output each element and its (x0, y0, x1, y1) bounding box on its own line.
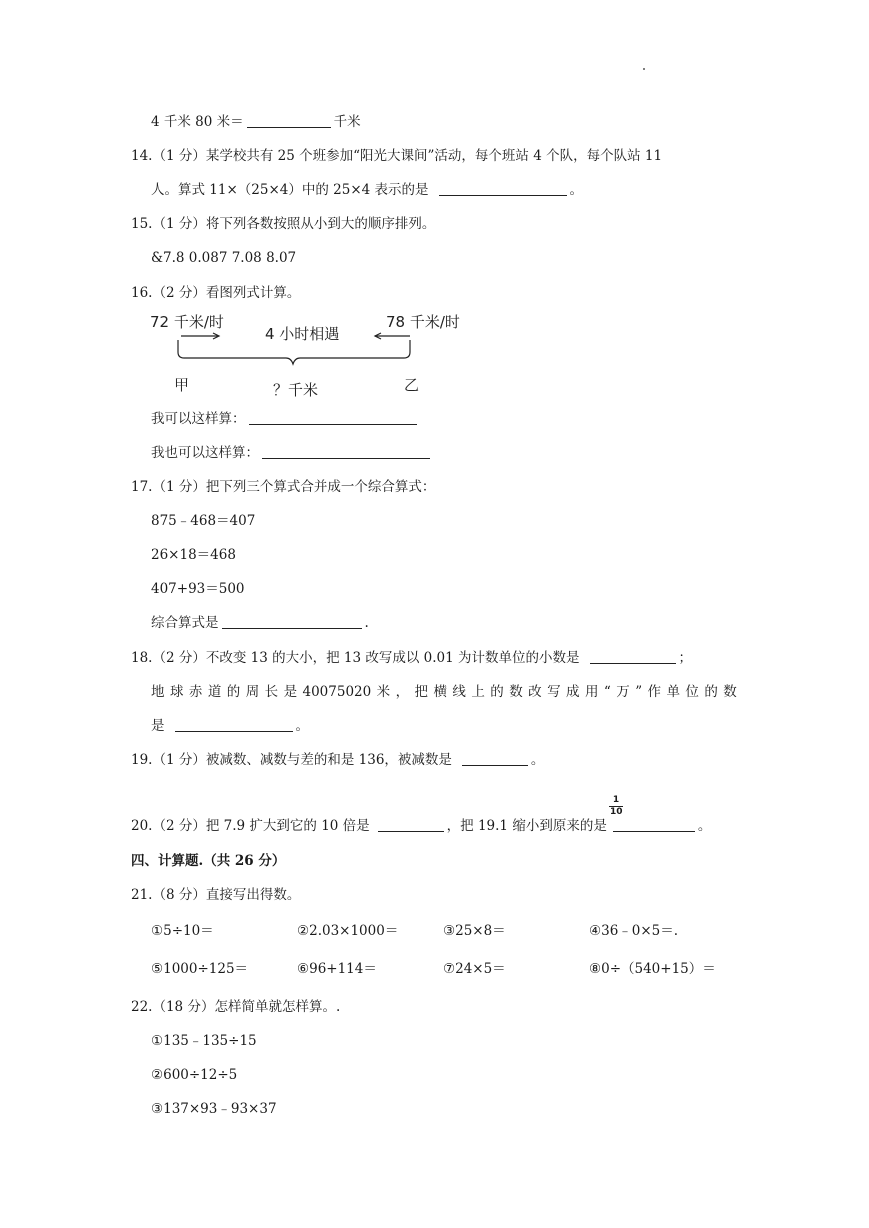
brace-arrows-graphic (170, 328, 420, 370)
q20-text-part3: 是 (593, 818, 607, 834)
q20-text-part2: ，把 19.1 缩小到原来的 (446, 818, 594, 834)
q21-item-7: ⑦24×5＝ (443, 961, 506, 977)
q21-item-1: ①5÷10＝ (151, 923, 214, 939)
q18-line2-char: 成 (566, 684, 580, 700)
q18-line2-char: 万 (616, 684, 630, 700)
q19-end: 。 (530, 752, 545, 768)
q15-numbers: &7.8 0.087 7.08 8.07 (151, 250, 297, 266)
q18-answer2-blank[interactable] (175, 717, 293, 732)
q16-ans2-line (151, 444, 433, 462)
q16-line1: 16.（2 分）看图列式计算。 (131, 285, 301, 301)
q18-line2-char: 位 (685, 684, 699, 700)
left-place-label: 甲 (174, 376, 190, 394)
q18-line2-char: 的 (226, 684, 241, 700)
fraction-numerator: 1 (612, 795, 620, 805)
q21-item-3: ③25×8＝ (443, 923, 506, 939)
q18-line2-char: 球 (169, 684, 184, 700)
q14-text: 人。算式 11×（25×4）中的 25×4 表示的是 (151, 182, 429, 198)
q22-item-1: ①135﹣135÷15 (151, 1033, 257, 1049)
q21-item-8: ⑧0÷（540+15）＝ (589, 961, 716, 977)
q17-ans-label: 综合算式是 (151, 615, 219, 631)
q18-line2-char: 改 (528, 684, 542, 700)
q18-line2-char: 长 (264, 684, 279, 700)
q14-answer-blank[interactable] (439, 181, 567, 196)
header-dot (643, 68, 645, 70)
meet-label: 4 小时相遇 (265, 325, 340, 343)
q18-line2-char: 地 (151, 684, 165, 700)
q20-answer1-blank[interactable] (378, 817, 444, 832)
q18-line2-char: 数 (723, 684, 737, 700)
q16-ans2-label: 我也可以这样算： (151, 445, 259, 461)
q15-line1: 15.（1 分）将下列各数按照从小到大的顺序排列。 (131, 216, 436, 232)
q17-eq2: 26×18＝468 (151, 547, 236, 563)
q18-line2-char: 横 (433, 684, 447, 700)
q21-item-5: ⑤1000÷125＝ (151, 961, 249, 977)
q18-line3-end: 。 (295, 718, 309, 734)
q18-line2-char: 40075020 (302, 684, 372, 700)
q14-end: 。 (569, 182, 584, 198)
q22-item-3: ③137×93﹣93×37 (151, 1101, 277, 1117)
q18-line2-char: 用 (584, 684, 599, 700)
q17-ans-line (151, 614, 369, 632)
left-speed-label: 72 千米/时 (150, 313, 224, 331)
q18-line2-char: 写 (547, 684, 561, 700)
right-place-label: 乙 (404, 376, 420, 394)
distance-label: ？千米 (273, 381, 319, 399)
q20-line (131, 817, 711, 835)
q22-item-2: ②600÷12÷5 (151, 1067, 238, 1083)
q18-line2-char: 赤 (188, 684, 203, 700)
q22-line1: 22.（18 分）怎样简单就怎样算。. (131, 999, 341, 1015)
q17-line1: 17.（1 分）把下列三个算式合并成一个综合算式： (131, 479, 436, 495)
q18-line2 (151, 683, 737, 701)
q14-line2 (151, 181, 583, 199)
q17-answer-blank[interactable] (222, 614, 362, 629)
q20-text-part1: 20.（2 分）把 7.9 扩大到它的 10 倍是 (131, 818, 370, 834)
q18-line3 (151, 717, 309, 735)
q13-tail-line (151, 113, 361, 131)
q18-line2-char: 把 (414, 684, 429, 700)
q18-line2-char: 是 (283, 684, 298, 700)
q18-line2-char: 作 (647, 684, 662, 700)
q21-item-4: ④36﹣0×5＝. (589, 923, 679, 939)
section4-title: 四、计算题.（共 26 分） (131, 853, 286, 869)
q21-item-2: ②2.03×1000＝ (297, 923, 399, 939)
q19-answer-blank[interactable] (462, 751, 528, 766)
q16-ans2-blank[interactable] (262, 444, 430, 459)
q18-line2-char: 周 (245, 684, 260, 700)
q18-line2-char: ” (635, 684, 643, 700)
q13-text: 4 千米 80 米＝ (151, 114, 244, 130)
q18-line2-char: 单 (666, 684, 680, 700)
right-speed-label: 78 千米/时 (386, 313, 460, 331)
q19-text: 19.（1 分）被减数、减数与差的和是 136，被减数是 (131, 752, 452, 768)
q18-line2-char: 米 (376, 684, 391, 700)
q20-end: 。 (697, 818, 712, 834)
q17-end: . (364, 615, 369, 631)
q16-ans1-line (151, 410, 420, 428)
q18-line2-char: 道 (207, 684, 222, 700)
q18-line2-char: 的 (490, 684, 504, 700)
q18-answer1-blank[interactable] (590, 649, 676, 664)
q17-eq1: 875﹣468＝407 (151, 513, 256, 529)
q18-line1-end: ； (678, 650, 693, 666)
fraction-denominator: 10 (610, 807, 623, 817)
q18-line2-char: 的 (704, 684, 718, 700)
q18-line3-text: 是 (151, 718, 165, 734)
q18-line2-char: “ (603, 684, 611, 700)
q19-line1 (131, 751, 544, 769)
q14-line1: 14.（1 分）某学校共有 25 个班参加“阳光大课间”活动，每个班站 4 个队，每个队站 11 (131, 148, 663, 164)
q13-answer-blank[interactable] (247, 113, 331, 128)
q21-item-6: ⑥96+114＝ (297, 961, 377, 977)
q18-line2-char: 上 (471, 684, 485, 700)
q18-line2-char: 线 (452, 684, 466, 700)
q21-line1: 21.（8 分）直接写出得数。 (131, 887, 301, 903)
q16-ans1-blank[interactable] (249, 410, 417, 425)
q13-unit: 千米 (333, 114, 361, 130)
q20-answer2-blank[interactable] (613, 817, 695, 832)
q18-text: 18.（2 分）不改变 13 的大小，把 13 改写成以 0.01 为计数单位的小数是 (131, 650, 580, 666)
q18-line2-char: 数 (509, 684, 523, 700)
distance-brace (178, 340, 410, 364)
q18-line2-char: ， (395, 684, 410, 700)
q18-line1 (131, 649, 692, 667)
q16-ans1-label: 我可以这样算： (151, 411, 246, 427)
q17-eq3: 407+93＝500 (151, 581, 245, 597)
